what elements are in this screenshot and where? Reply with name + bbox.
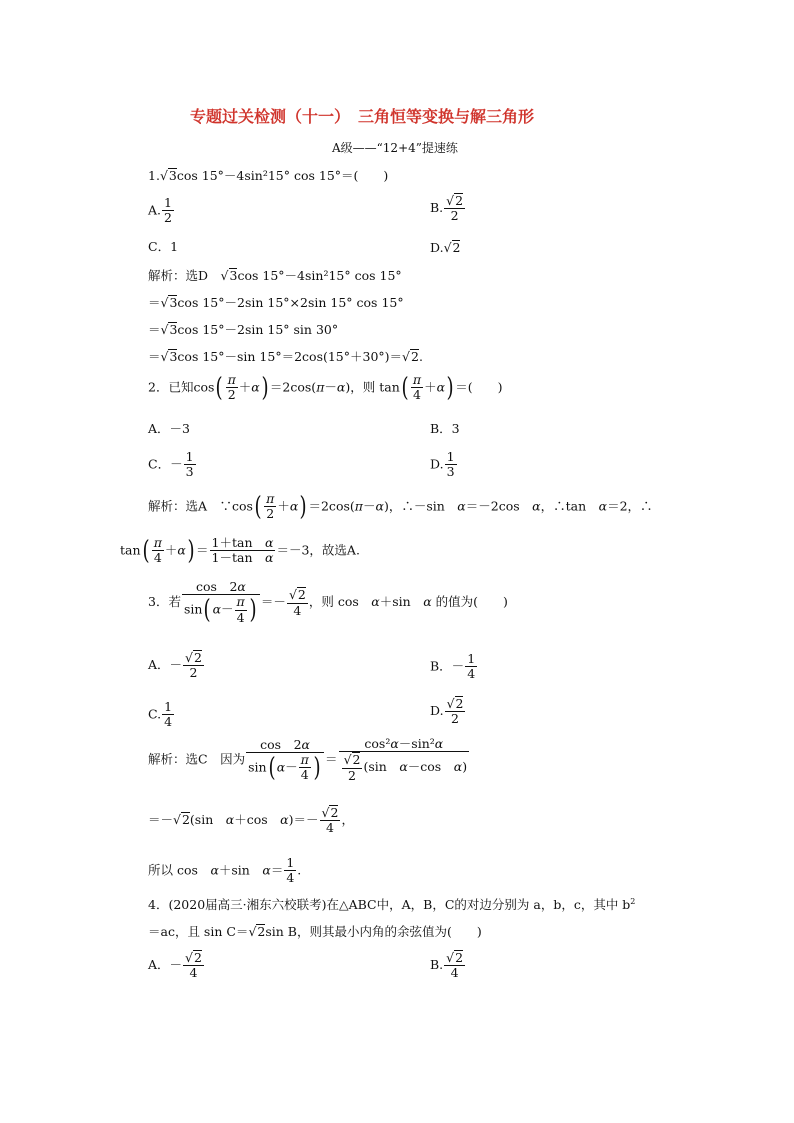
- q3-solution-line-2: ＝－√2(sin α＋cos α)＝－ $\frac{√2}{4}$ ，: [148, 805, 354, 836]
- q1-option-a[interactable]: A. $\frac{1}{2}$: [148, 195, 172, 226]
- q2-option-b[interactable]: B．3: [430, 421, 460, 436]
- q2-solution-line-2: tan( $\frac{\pi}{4}$ ＋α) ＝ $\frac{\text{1＋tan α}}{\text{1－tan α}}$ ＝－3，故选A.: [120, 535, 360, 566]
- q3-solution-line-1: 解析：选C 因为 cos 2α sin( α－ $\frac{\pi}{4}$ ) ＝ cos²α－sin²α $\frac{√2}{2}$ (sin α－cos α): [148, 736, 468, 783]
- q1-solution-line-2: ＝√3cos 15°－2sin 15°×2sin 15° cos 15°: [148, 295, 404, 310]
- question-2-stem: 2．已知cos( $\frac{\pi}{2}$ ＋α) ＝2cos(π－α)，则 tan( $\frac{\pi}{4}$ ＋α) ＝( ): [148, 372, 503, 403]
- q1-solution-line-1: 解析：选D √3cos 15°－4sin²15° cos 15°: [148, 268, 402, 283]
- q4-option-b[interactable]: B. $\frac{√2}{4}$: [430, 950, 464, 981]
- q2-solution-line-1: 解析：选A ∵cos( $\frac{\pi}{2}$ ＋α) ＝2cos(π－α)，∴－sin α＝－2cos α，∴tan α＝2，∴: [148, 491, 653, 522]
- q1-option-d[interactable]: D.√2: [430, 240, 461, 255]
- q1-option-b[interactable]: B. $\frac{√2}{2}$: [430, 193, 464, 224]
- q1-solution-line-3: ＝√3cos 15°－2sin 15° sin 30°: [148, 322, 339, 337]
- section-subtitle: A级——“12+4”提速练: [332, 141, 458, 155]
- q2-option-a[interactable]: A．－3: [148, 421, 190, 436]
- q3-option-b[interactable]: B．－ $\frac{1}{4}$: [430, 651, 476, 682]
- question-4-stem-line-1: 4．(2020届高三·湘东六校联考)在△ABC中，A，B，C的对边分别为 a，b，c，其中 $b^2$: [148, 897, 636, 913]
- q2-option-d[interactable]: D. $\frac{1}{3}$: [430, 449, 455, 480]
- question-3-stem: 3．若 cos 2α sin( α－ $\frac{\pi}{4}$ ) ＝－ $\frac{√2}{4}$ ，则 cos α＋sin α 的值为( ): [148, 579, 508, 626]
- q3-solution-line-3: 所以 cos α＋sin α＝ $\frac{1}{4}$ .: [148, 855, 302, 886]
- q3-option-d[interactable]: D. $\frac{√2}{2}$: [430, 696, 464, 727]
- question-4-stem-line-2: ＝ac，且 sin C＝√2sin B，则其最小内角的余弦值为( ): [148, 924, 482, 939]
- q1-option-c[interactable]: C．1: [148, 239, 179, 254]
- q3-option-c[interactable]: C. $\frac{1}{4}$: [148, 699, 173, 730]
- q4-option-a[interactable]: A．－ $\frac{√2}{4}$: [148, 950, 202, 981]
- q2-option-c[interactable]: C．－ $\frac{1}{3}$: [148, 449, 194, 480]
- q3-option-a[interactable]: A．－ $\frac{√2}{2}$: [148, 650, 202, 681]
- question-number: 1.: [148, 168, 160, 183]
- page-title: 专题过关检测（十一） 三角恒等变换与解三角形: [190, 107, 535, 126]
- question-1-stem: 1.√3cos 15°－4sin²15° cos 15°＝( ): [148, 168, 389, 183]
- q1-solution-line-4: ＝√3cos 15°－sin 15°＝2cos(15°＋30°)＝√2.: [148, 349, 423, 364]
